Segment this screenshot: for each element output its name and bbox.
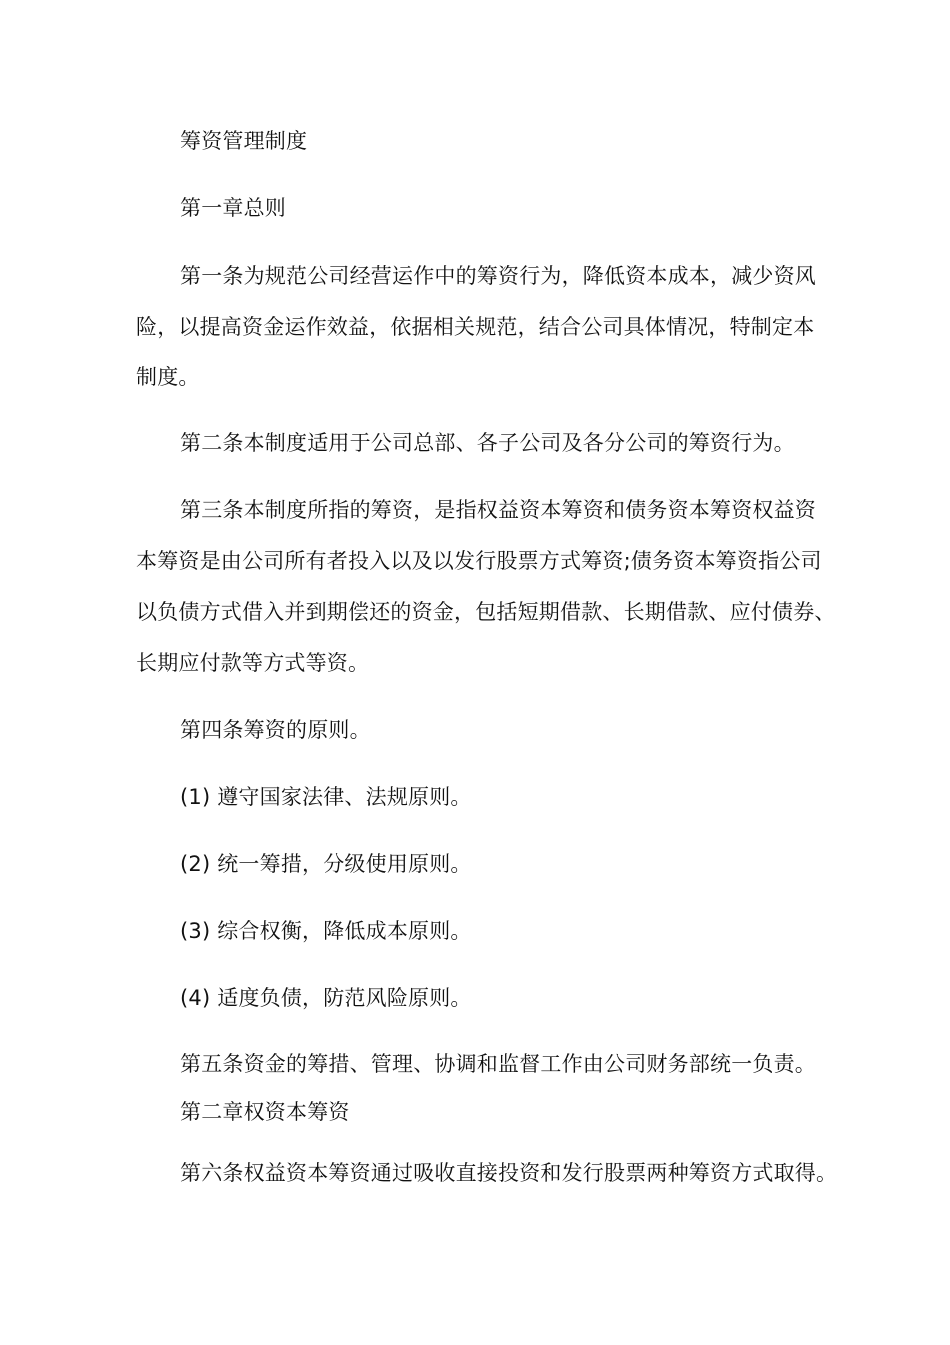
article-5: 第五条资金的筹措、管理、协调和监督工作由公司财务部统一负责。: [180, 1052, 816, 1076]
principle-4: (4) 适度负债，防范风险原则。: [180, 986, 472, 1010]
principle-3: (3) 综合权衡，降低成本原则。: [180, 919, 472, 943]
article-2: 第二条本制度适用于公司总部、各子公司及各分公司的筹资行为。: [180, 431, 795, 455]
article-1-line-2: 险，以提高资金运作效益，依据相关规范，结合公司具体情况，特制定本: [136, 315, 815, 339]
document-title: 筹资管理制度: [180, 129, 308, 153]
article-1-line-1: 第一条为规范公司经营运作中的筹资行为，降低资本成本，减少资风: [180, 264, 816, 288]
principle-1: (1) 遵守国家法律、法规原则。: [180, 785, 472, 809]
article-3-line-4: 长期应付款等方式等资。: [136, 651, 370, 675]
article-1-line-3: 制度。: [136, 365, 200, 389]
article-3-line-3: 以负债方式借入并到期偿还的资金，包括短期借款、长期借款、应付债券、: [136, 600, 836, 624]
principle-2: (2) 统一筹措，分级使用原则。: [180, 852, 472, 876]
article-3-line-2: 本筹资是由公司所有者投入以及以发行股票方式筹资;债务资本筹资指公司: [136, 549, 822, 573]
article-4: 第四条筹资的原则。: [180, 718, 371, 742]
article-3-line-1: 第三条本制度所指的筹资，是指权益资本筹资和债务资本筹资权益资: [180, 498, 816, 522]
article-6: 第六条权益资本筹资通过吸收直接投资和发行股票两种筹资方式取得。: [180, 1161, 838, 1185]
chapter-1-heading: 第一章总则: [180, 196, 286, 220]
chapter-2-heading: 第二章权资本筹资: [180, 1100, 350, 1124]
